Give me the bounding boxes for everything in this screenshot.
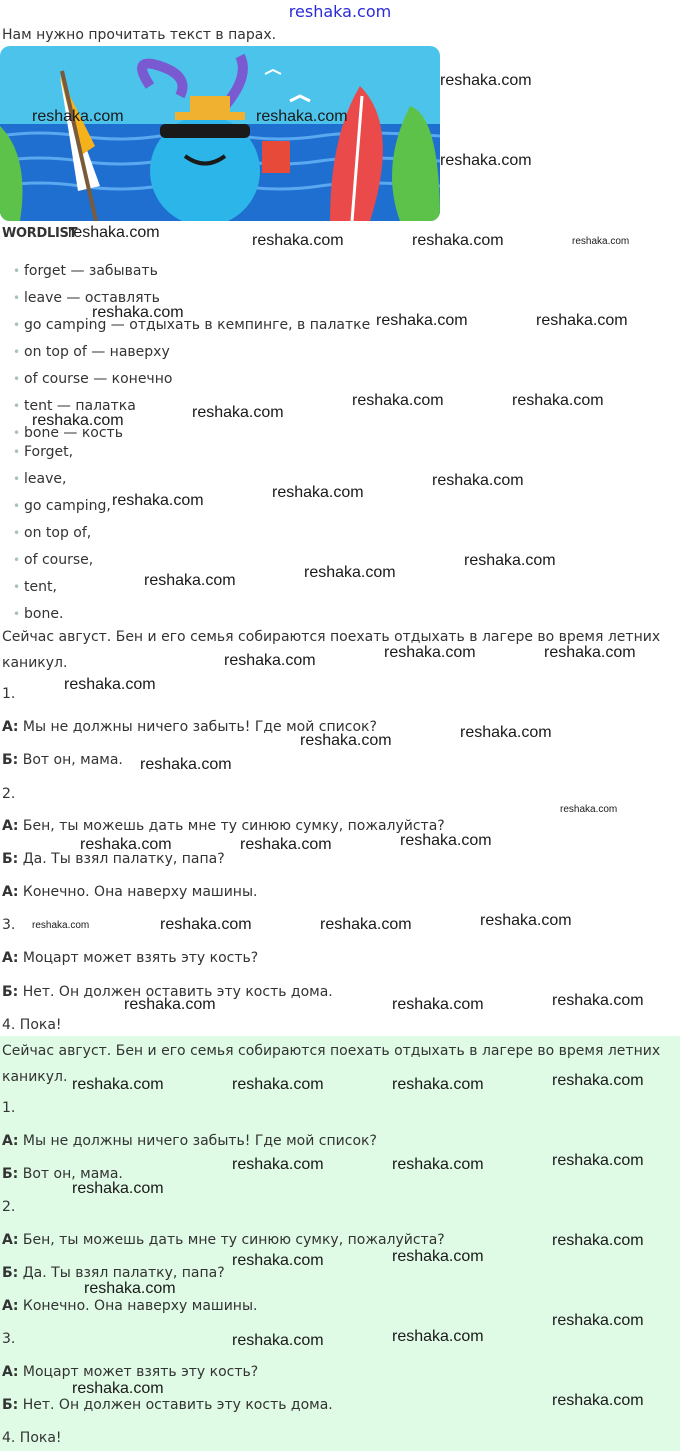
speaker: Б: [2, 1265, 19, 1281]
list-item: • of course, [14, 551, 93, 569]
watermark: reshaka.com [140, 756, 232, 773]
watermark: reshaka.com [536, 312, 628, 329]
watermark: reshaka.com [80, 836, 172, 853]
list-item: • bone. [14, 605, 63, 623]
watermark: reshaka.com [224, 652, 316, 669]
list-item: • tent, [14, 578, 57, 596]
watermark: reshaka.com [392, 1076, 484, 1093]
watermark: reshaka.com [192, 404, 284, 421]
watermark: reshaka.com [252, 232, 344, 249]
watermark: reshaka.com [232, 1332, 324, 1349]
answer-line [2, 1397, 333, 1413]
watermark: reshaka.com [232, 1076, 324, 1093]
answer-line [2, 1133, 377, 1149]
watermark: reshaka.com [352, 392, 444, 409]
watermark: reshaka.com [256, 108, 348, 125]
watermark: reshaka.com [32, 412, 124, 429]
answer-line [2, 1364, 258, 1380]
watermark: reshaka.com [464, 552, 556, 569]
answer-number: 1. [2, 1100, 16, 1116]
watermark: reshaka.com [460, 724, 552, 741]
line-text: Мы не должны ничего забыть! Где мой список? [18, 719, 377, 735]
list-item: • of course — конечно [14, 370, 172, 388]
watermark: reshaka.com [384, 644, 476, 661]
speaker: А: [2, 1364, 19, 1380]
speaker: Б: [2, 1397, 19, 1413]
watermark: reshaka.com [300, 732, 392, 749]
list-item: • leave, [14, 470, 66, 488]
list-item: • forget — забывать [14, 262, 158, 280]
speaker: А: [2, 719, 19, 735]
watermark: reshaka.com [84, 1280, 176, 1297]
answer-number: 4. Пока! [2, 1430, 62, 1446]
watermark: reshaka.com [32, 920, 90, 931]
watermark: reshaka.com [392, 996, 484, 1013]
speaker: А: [2, 1133, 19, 1149]
dialogue-number: 3. [2, 917, 16, 933]
watermark: reshaka.com [480, 912, 572, 929]
speaker: Б: [2, 752, 19, 768]
watermark: reshaka.com [160, 916, 252, 933]
line-text: Моцарт может взять эту кость? [18, 950, 259, 966]
watermark: reshaka.com [64, 676, 156, 693]
line-text: Конечно. Она наверху машины. [18, 884, 258, 900]
watermark: reshaka.com [304, 564, 396, 581]
watermark: reshaka.com [572, 236, 630, 247]
watermark: reshaka.com [552, 1152, 644, 1169]
watermark: reshaka.com [412, 232, 504, 249]
answer-line [2, 1265, 225, 1281]
watermark: reshaka.com [392, 1248, 484, 1265]
list-item: • bone — кость [14, 424, 123, 442]
watermark: reshaka.com [512, 392, 604, 409]
beach-illustration [0, 46, 440, 221]
answer-line [2, 1232, 445, 1248]
watermark: reshaka.com [544, 644, 636, 661]
watermark: reshaka.com [552, 1072, 644, 1089]
line-text: Нет. Он должен оставить эту кость дома. [18, 984, 333, 1000]
dialogue-line [2, 818, 445, 834]
line-text: Бен, ты можешь дать мне ту синюю сумку, пожалуйста? [18, 818, 445, 834]
watermark: reshaka.com [552, 1392, 644, 1409]
line-text: Вот он, мама. [18, 1166, 123, 1182]
watermark: reshaka.com [72, 1380, 164, 1397]
line-text: Да. Ты взял палатку, папа? [18, 851, 225, 867]
watermark: reshaka.com [232, 1156, 324, 1173]
watermark: reshaka.com [392, 1156, 484, 1173]
answer-line [2, 1298, 257, 1314]
watermark: reshaka.com [552, 1312, 644, 1329]
watermark: reshaka.com [112, 492, 204, 509]
speaker: Б: [2, 851, 19, 867]
watermark: reshaka.com [240, 836, 332, 853]
dialogue-line [2, 950, 258, 966]
watermark: reshaka.com [232, 1252, 324, 1269]
watermark: reshaka.com [440, 152, 532, 169]
dialogue-line [2, 884, 257, 900]
list-item: • leave — оставлять [14, 289, 160, 307]
answer-intro: Сейчас август. Бен и его семья собираются поехать отдыхать в лагере во время летних каникул. [2, 1043, 661, 1085]
line-text: Мы не должны ничего забыть! Где мой список? [18, 1133, 377, 1149]
watermark: reshaka.com [32, 108, 124, 125]
watermark: reshaka.com [320, 916, 412, 933]
watermark: reshaka.com [72, 1180, 164, 1197]
speaker: А: [2, 818, 19, 834]
speaker: А: [2, 1298, 19, 1314]
list-item: • go camping, [14, 497, 111, 515]
list-item: • on top of — наверху [14, 343, 170, 361]
dialogue-number: 2. [2, 786, 16, 802]
line-text: Конечно. Она наверху машины. [18, 1298, 258, 1314]
watermark: reshaka.com [432, 472, 524, 489]
dialogue-line [2, 752, 123, 768]
line-text: Нет. Он должен оставить эту кость дома. [18, 1397, 333, 1413]
line-text: Вот он, мама. [18, 752, 123, 768]
wordlist-label: WORDLIST [2, 226, 78, 241]
dialogue-number: 1. [2, 686, 16, 702]
speaker: Б: [2, 984, 19, 1000]
line-text: Да. Ты взял палатку, папа? [18, 1265, 225, 1281]
watermark: reshaka.com [552, 992, 644, 1009]
list-item: • tent — палатка [14, 397, 136, 415]
intro-text: Нам нужно прочитать текст в парах. [2, 27, 277, 43]
speaker: А: [2, 950, 19, 966]
watermark: reshaka.com [124, 996, 216, 1013]
watermark: reshaka.com [552, 1232, 644, 1249]
watermark: reshaka.com [440, 72, 532, 89]
watermark: reshaka.com [560, 804, 618, 815]
list-item: • go camping — отдыхать в кемпинге, в палатке [14, 316, 370, 334]
line-text: Моцарт может взять эту кость? [18, 1364, 259, 1380]
list-item: • on top of, [14, 524, 91, 542]
answer-number: 3. [2, 1331, 16, 1347]
list-item: • Forget, [14, 443, 73, 461]
speaker: А: [2, 1232, 19, 1248]
watermark: reshaka.com [392, 1328, 484, 1345]
line-text: Бен, ты можешь дать мне ту синюю сумку, пожалуйста? [18, 1232, 445, 1248]
site-title[interactable]: reshaka.com [288, 2, 392, 21]
watermark: reshaka.com [68, 224, 160, 241]
watermark: reshaka.com [400, 832, 492, 849]
speaker: А: [2, 884, 19, 900]
watermark: reshaka.com [144, 572, 236, 589]
speaker: Б: [2, 1166, 19, 1182]
watermark: reshaka.com [376, 312, 468, 329]
answer-number: 2. [2, 1199, 16, 1215]
watermark: reshaka.com [92, 304, 184, 321]
task-intro: Сейчас август. Бен и его семья собираются поехать отдыхать в лагере во время летних каникул. [2, 629, 661, 671]
watermark: reshaka.com [72, 1076, 164, 1093]
watermark: reshaka.com [272, 484, 364, 501]
dialogue-number: 4. Пока! [2, 1017, 62, 1033]
